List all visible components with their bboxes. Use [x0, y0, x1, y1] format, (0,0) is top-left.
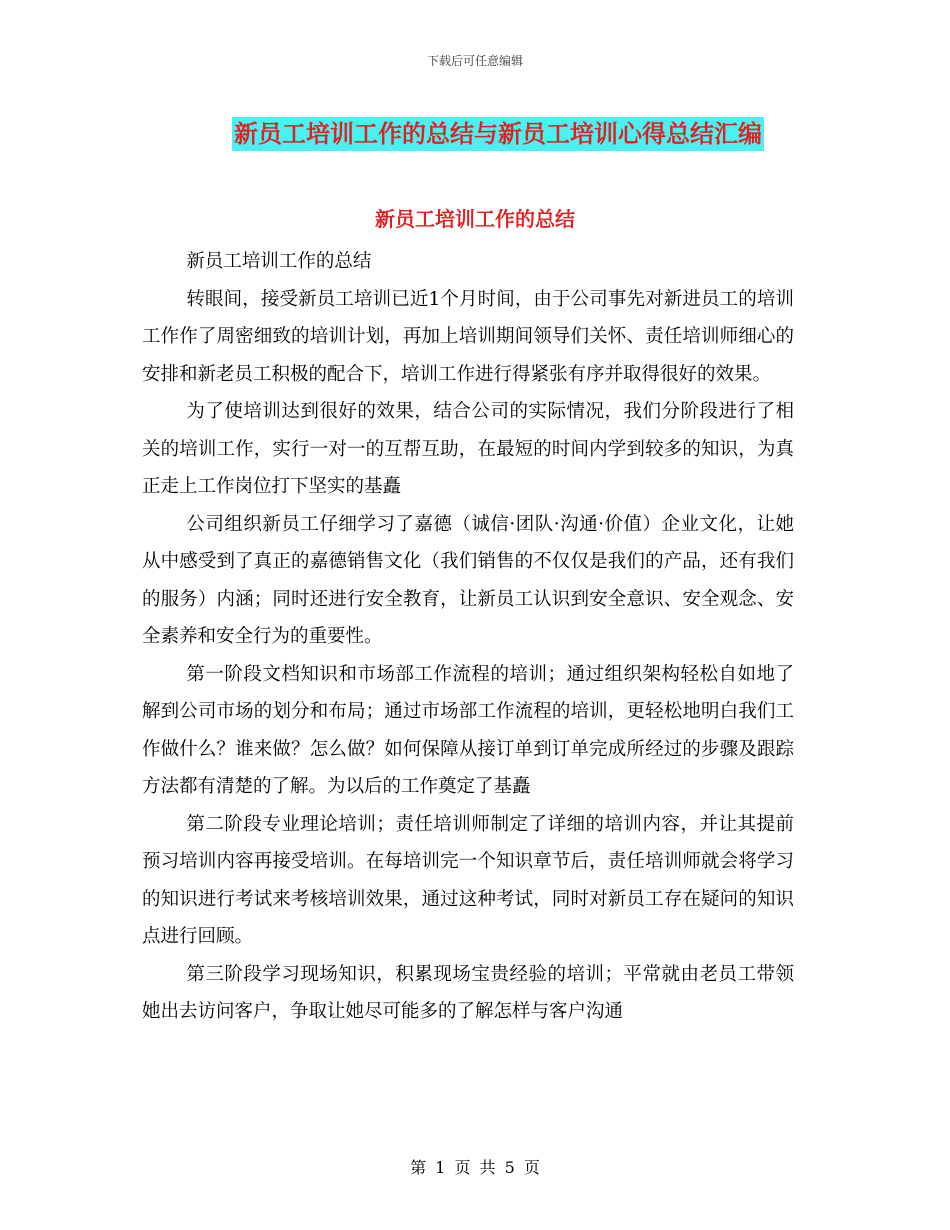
paragraph: 第三阶段学习现场知识，积累现场宝贵经验的培训；平常就由老员工带领她出去访问客户，争取让她尽可能多的了解怎样与客户沟通: [142, 963, 794, 1022]
main-title: [0, 112, 950, 151]
paragraph: 第二阶段专业理论培训；责任培训师制定了详细的培训内容，并让其提前预习培训内容再接受培训。在每培训完一个知识章节后，责任培训师就会将学习的知识进行考试来考核培训效果，通过这种考试，同时对新员工存在疑问的知识点进行回顾。: [142, 813, 794, 947]
paragraph: 第一阶段文档知识和市场部工作流程的培训；通过组织架构轻松自如地了解到公司市场的划分和布局；通过市场部工作流程的培训，更轻松地明白我们工作做什么？谁来做？怎么做？如何保障从接订单到订单完成所经过的步骤及跟踪方法都有清楚的了解。为以后的工作奠定了基矗: [142, 663, 794, 797]
paragraph: 为了使培训达到很好的效果，结合公司的实际情况，我们分阶段进行了相关的培训工作，实行一对一的互帮互助，在最短的时间内学到较多的知识，为真正走上工作岗位打下坚实的基矗: [142, 401, 794, 497]
paragraph: 新员工培训工作的总结: [186, 251, 372, 272]
page-footer: 第 1 页 共 5 页: [410, 1158, 540, 1177]
paragraph: 转眼间，接受新员工培训已近1个月时间，由于公司事先对新进员工的培训工作作了周密细致的培训计划，再加上培训期间领导们关怀、责任培训师细心的安排和新老员工积极的配合下，培训工作进行得紧张有序并取得很好的效果。: [142, 288, 794, 385]
section-title: 新员工培训工作的总结: [375, 207, 575, 231]
main-title-text: 新员工培训工作的总结与新员工培训心得总结汇编: [232, 117, 764, 151]
document-body: [142, 243, 794, 1031]
paragraph: 公司组织新员工仔细学习了嘉德（诚信·团队·沟通·价值）企业文化，让她从中感受到了真正的嘉德销售文化（我们销售的不仅仅是我们的产品，还有我们的服务）内涵；同时还进行安全教育，让新员工认识到安全意识、安全观念、安全素养和安全行为的重要性。: [142, 513, 794, 647]
header-note: 下载后可任意编辑: [426, 54, 523, 68]
